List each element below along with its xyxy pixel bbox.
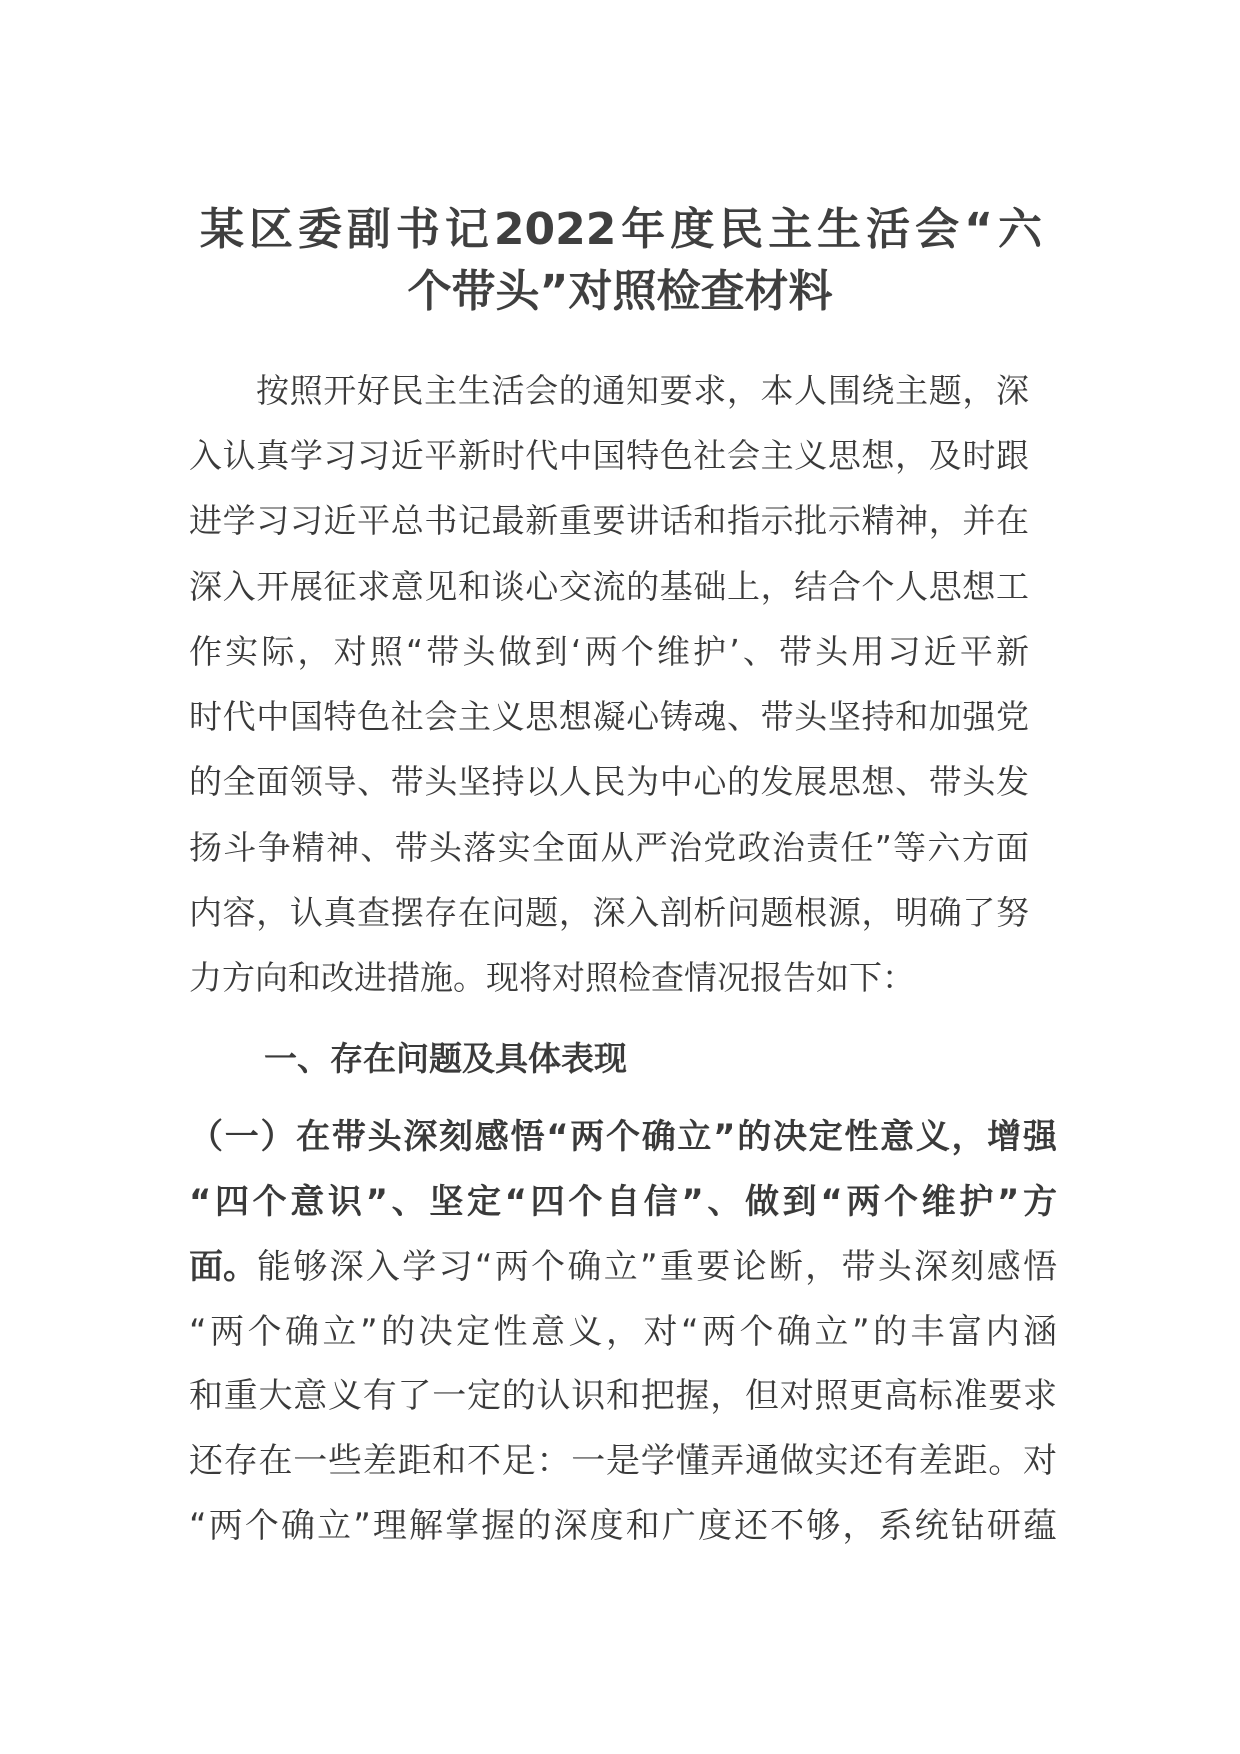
section-heading: 一、存在问题及具体表现 — [264, 1039, 627, 1078]
intro-line: 内容，认真查摆存在问题，深入剖析问题根源，明确了努 — [189, 893, 1029, 932]
document-title-line-1: 某区委副书记2022年度民主生活会“六 — [200, 204, 1042, 255]
intro-line: 扬斗争精神、带头落实全面从严治党政治责任”等六方面 — [189, 828, 1029, 867]
document-title-line-2: 个带头”对照检查材料 — [407, 266, 833, 317]
subsection-title-end: 面。 — [189, 1247, 257, 1287]
mixed-line — [189, 1245, 1057, 1289]
body-line: “两个确立”的决定性意义，对“两个确立”的丰富内涵 — [189, 1312, 1057, 1352]
intro-line: 作实际，对照“带头做到‘两个维护’、带头用习近平新 — [189, 632, 1029, 671]
subsection-title-line: （一）在带头深刻感悟“两个确立”的决定性意义，增强 — [189, 1117, 1057, 1157]
body-line: “两个确立”理解掌握的深度和广度还不够，系统钻研蕴 — [189, 1506, 1057, 1546]
intro-line: 按照开好民主生活会的通知要求，本人围绕主题，深 — [256, 371, 1029, 410]
intro-line: 入认真学习习近平新时代中国特色社会主义思想，及时跟 — [189, 436, 1029, 475]
body-line: 还存在一些差距和不足：一是学懂弄通做实还有差距。对 — [189, 1441, 1057, 1481]
body-line: 和重大意义有了一定的认识和把握，但对照更高标准要求 — [189, 1376, 1057, 1416]
intro-line: 时代中国特色社会主义思想凝心铸魂、带头坚持和加强党 — [189, 697, 1029, 736]
body-text: 能够深入学习“两个确立”重要论断，带头深刻感悟 — [257, 1247, 1057, 1287]
intro-line: 深入开展征求意见和谈心交流的基础上，结合个人思想工 — [189, 567, 1029, 606]
intro-line: 进学习习近平总书记最新重要讲话和指示批示精神，并在 — [189, 501, 1029, 540]
intro-line: 力方向和改进措施。现将对照检查情况报告如下： — [189, 958, 915, 997]
intro-line: 的全面领导、带头坚持以人民为中心的发展思想、带头发 — [189, 762, 1029, 801]
subsection-title-line: “四个意识”、坚定“四个自信”、做到“两个维护”方 — [189, 1182, 1057, 1222]
